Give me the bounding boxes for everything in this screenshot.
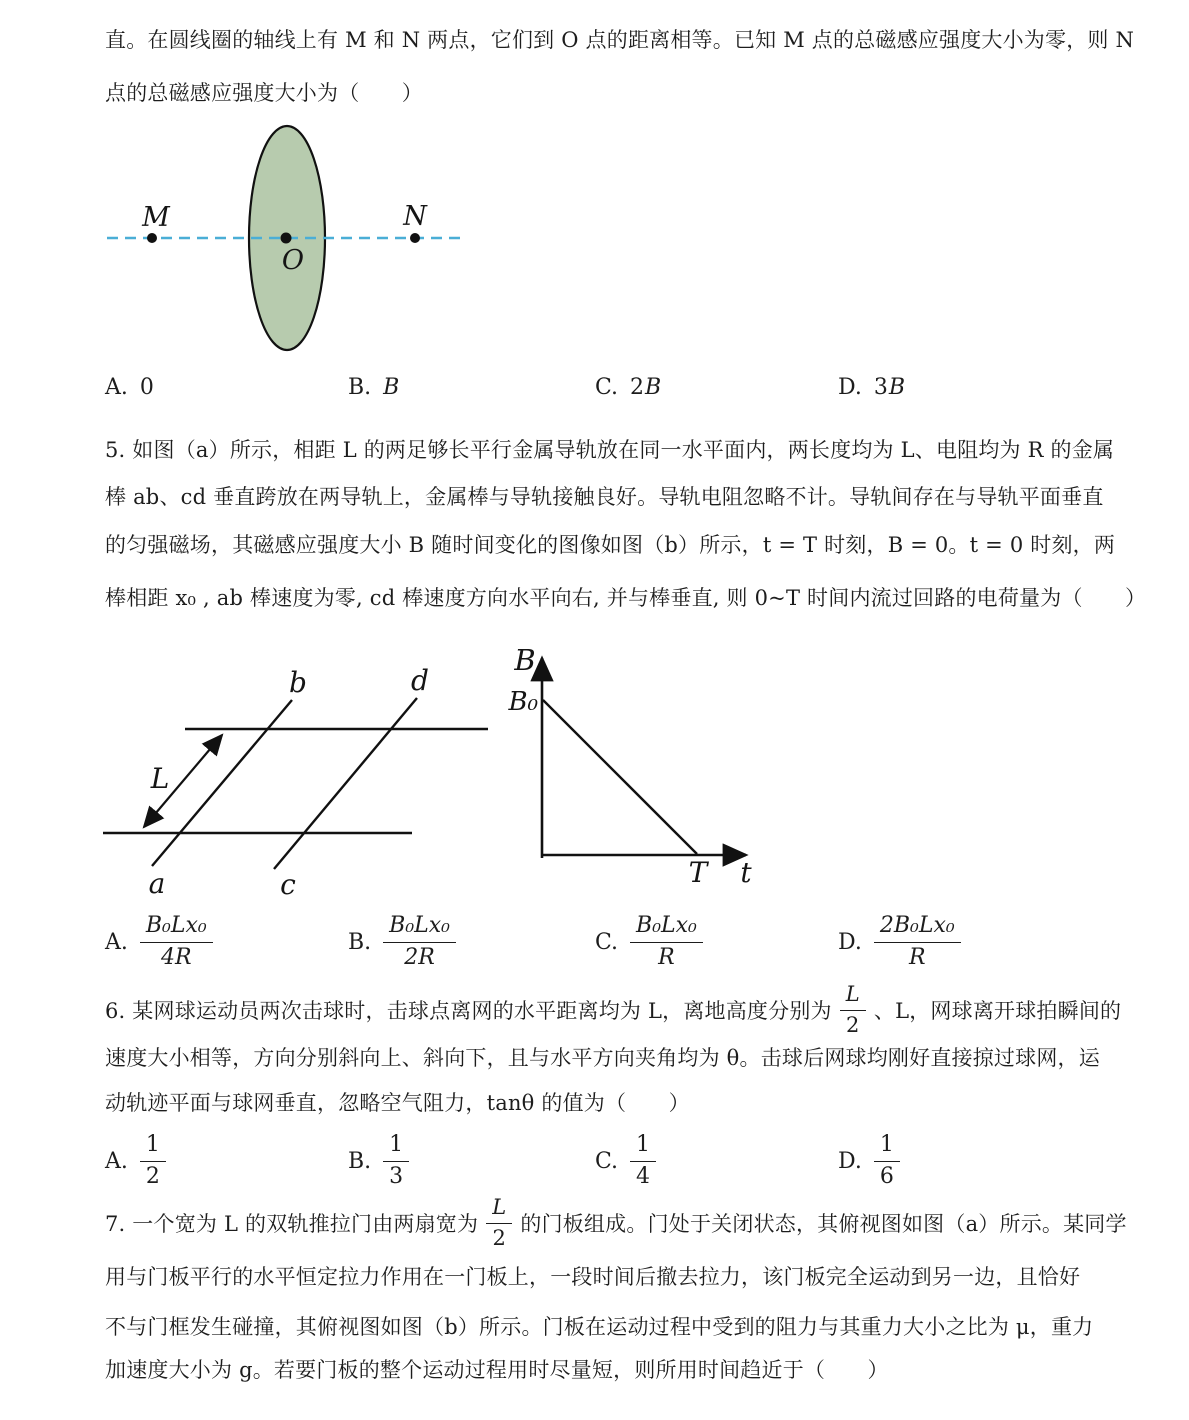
point-n-dot <box>410 233 420 243</box>
fraction-denominator: 4 <box>636 1163 651 1189</box>
fraction-denominator: 2 <box>846 1012 860 1037</box>
fraction-numerator: B₀Lx₀ <box>383 913 456 942</box>
option-fraction <box>874 913 961 971</box>
fraction-numerator: 1 <box>874 1132 900 1161</box>
fraction-denominator: 2 <box>492 1225 507 1250</box>
fraction-denominator: 2 <box>145 1163 160 1189</box>
q7-text-line4: 加速度大小为 g。若要门板的整个运动过程用时尽量短，则所用时间趋近于（ ） <box>105 1358 889 1382</box>
q4-option-b <box>348 370 400 404</box>
fraction-denominator: 6 <box>879 1163 894 1189</box>
q6-text-line2: 速度大小相等，方向分别斜向上、斜向下，且与水平方向夹角均为 θ。击球后网球均刚好直接掠过球网，运 <box>105 1046 1100 1070</box>
option-fraction <box>383 1132 409 1190</box>
q7-line1-pre: 7. 一个宽为 L 的双轨推拉门由两扇宽为 <box>105 1212 479 1236</box>
q5-text-line2: 棒 ab、cd 垂直跨放在两导轨上，金属棒与导轨接触良好。导轨电阻忽略不计。导轨间存在与导轨平面垂直 <box>105 485 1104 509</box>
fraction-numerator: 1 <box>383 1132 409 1161</box>
separation-l-label: L <box>150 762 170 795</box>
point-o-label: O <box>281 245 305 276</box>
q5-option-d <box>838 903 961 981</box>
q4-coil-figure <box>105 120 485 357</box>
q6-text-line1 <box>105 978 1121 1042</box>
option-label: C. <box>595 1148 619 1174</box>
q6-options <box>105 1130 1089 1192</box>
option-value: 3 <box>873 374 889 400</box>
bar-end-b-label: b <box>289 666 307 699</box>
x-axis-label: t <box>740 856 752 889</box>
option-label: C. <box>595 929 619 955</box>
fraction-numerator: 2B₀Lx₀ <box>874 913 961 942</box>
point-n-label: N <box>403 201 427 232</box>
fraction-numerator: B₀Lx₀ <box>140 913 213 942</box>
y-axis-label: B <box>514 643 536 677</box>
q4-text-line2: 点的总磁感应强度大小为（ ） <box>105 81 423 105</box>
fraction-denominator: 2R <box>404 944 435 970</box>
q5-text-line3: 的匀强磁场，其磁感应强度大小 B 随时间变化的图像如图（b）所示，t = T 时刻，B = 0。t = 0 时刻，两 <box>105 533 1116 557</box>
q4-option-d <box>838 370 906 404</box>
option-label: D. <box>838 374 862 400</box>
point-m-dot <box>147 233 157 243</box>
option-fraction <box>630 913 703 971</box>
bar-end-a-label: a <box>148 867 166 900</box>
option-fraction <box>383 913 456 971</box>
option-fraction <box>140 913 213 971</box>
option-fraction <box>874 1132 900 1190</box>
option-label: D. <box>838 1148 862 1174</box>
option-fraction <box>140 1132 166 1190</box>
q5-text-line4: 棒相距 x₀ , ab 棒速度为零, cd 棒速度方向水平向右, 并与棒垂直, 则 0~T 时间内流过回路的电荷量为（ ） <box>105 586 1147 610</box>
q7-text-line3: 不与门框发生碰撞，其俯视图如图（b）所示。门板在运动过程中受到的阻力与其重力大小之比为 μ，重力 <box>105 1315 1094 1339</box>
q6-option-b <box>348 1130 409 1192</box>
option-label: A. <box>105 1148 128 1174</box>
q5-options <box>105 903 1089 981</box>
q4-text-line1: 直。在圆线圈的轴线上有 M 和 N 两点，它们到 O 点的距离相等。已知 M 点的总磁感应强度大小为零，则 N <box>105 28 1135 52</box>
bar-end-d-label: d <box>411 664 429 697</box>
option-variable: B <box>888 374 907 400</box>
q5-option-c <box>595 903 703 981</box>
fraction-denominator: 4R <box>161 944 192 970</box>
option-label: C. <box>595 374 619 400</box>
inline-fraction <box>486 1195 512 1250</box>
bar-end-c-label: c <box>280 868 296 900</box>
q6-option-c <box>595 1130 656 1192</box>
option-label: A. <box>105 374 128 400</box>
option-label: B. <box>348 1148 372 1174</box>
option-label: B. <box>348 929 372 955</box>
q6-text-line3: 动轨迹平面与球网垂直，忽略空气阻力，tanθ 的值为（ ） <box>105 1091 690 1115</box>
fraction-denominator: R <box>658 944 675 970</box>
option-fraction <box>630 1132 656 1190</box>
q5-rails-figure <box>100 650 500 900</box>
q5-option-a <box>105 903 213 981</box>
point-o-dot <box>281 233 292 244</box>
bar-cd <box>274 698 417 869</box>
inline-fraction <box>840 982 866 1037</box>
fraction-numerator: L <box>486 1195 512 1223</box>
b0-intercept-label: B₀ <box>508 687 538 717</box>
fraction-numerator: 1 <box>630 1132 656 1161</box>
option-label: A. <box>105 929 128 955</box>
option-value: 0 <box>139 374 155 400</box>
q5-text-line1: 5. 如图（a）所示，相距 L 的两足够长平行金属导轨放在同一水平面内，两长度均为 L、电阻均为 R 的金属 <box>105 438 1115 462</box>
q7-text-line1 <box>105 1192 1127 1254</box>
q7-line1-post: 的门板组成。门处于关闭状态，其俯视图如图（a）所示。某同学 <box>520 1212 1127 1236</box>
fraction-numerator: B₀Lx₀ <box>630 913 703 942</box>
q7-text-line2: 用与门板平行的水平恒定拉力作用在一门板上，一段时间后撤去拉力，该门板完全运动到另一边，且恰好 <box>105 1265 1081 1289</box>
option-variable: B <box>383 374 401 400</box>
q6-line1-pre: 6. 某网球运动员两次击球时，击球点离网的水平距离均为 L，离地高度分别为 <box>105 999 832 1023</box>
t-end-label: T <box>688 856 708 889</box>
graph-b-line <box>543 700 697 854</box>
fraction-numerator: 1 <box>140 1132 166 1161</box>
q6-option-d <box>838 1130 900 1192</box>
option-label: B. <box>348 374 372 400</box>
q4-options <box>105 370 1089 404</box>
option-label: D. <box>838 929 862 955</box>
fraction-denominator: 3 <box>389 1163 404 1189</box>
point-m-label: M <box>142 202 170 233</box>
q6-line1-post: 、L，网球离开球拍瞬间的 <box>873 999 1122 1023</box>
fraction-numerator: L <box>840 982 866 1010</box>
q4-option-c <box>595 370 662 404</box>
q5-bt-graph <box>480 630 780 890</box>
q4-option-a <box>105 370 155 404</box>
option-variable: B <box>645 374 663 400</box>
q6-option-a <box>105 1130 166 1192</box>
bar-ab <box>152 700 292 866</box>
option-value: 2 <box>630 374 646 400</box>
fraction-denominator: R <box>908 944 926 970</box>
q5-option-b <box>348 903 456 981</box>
